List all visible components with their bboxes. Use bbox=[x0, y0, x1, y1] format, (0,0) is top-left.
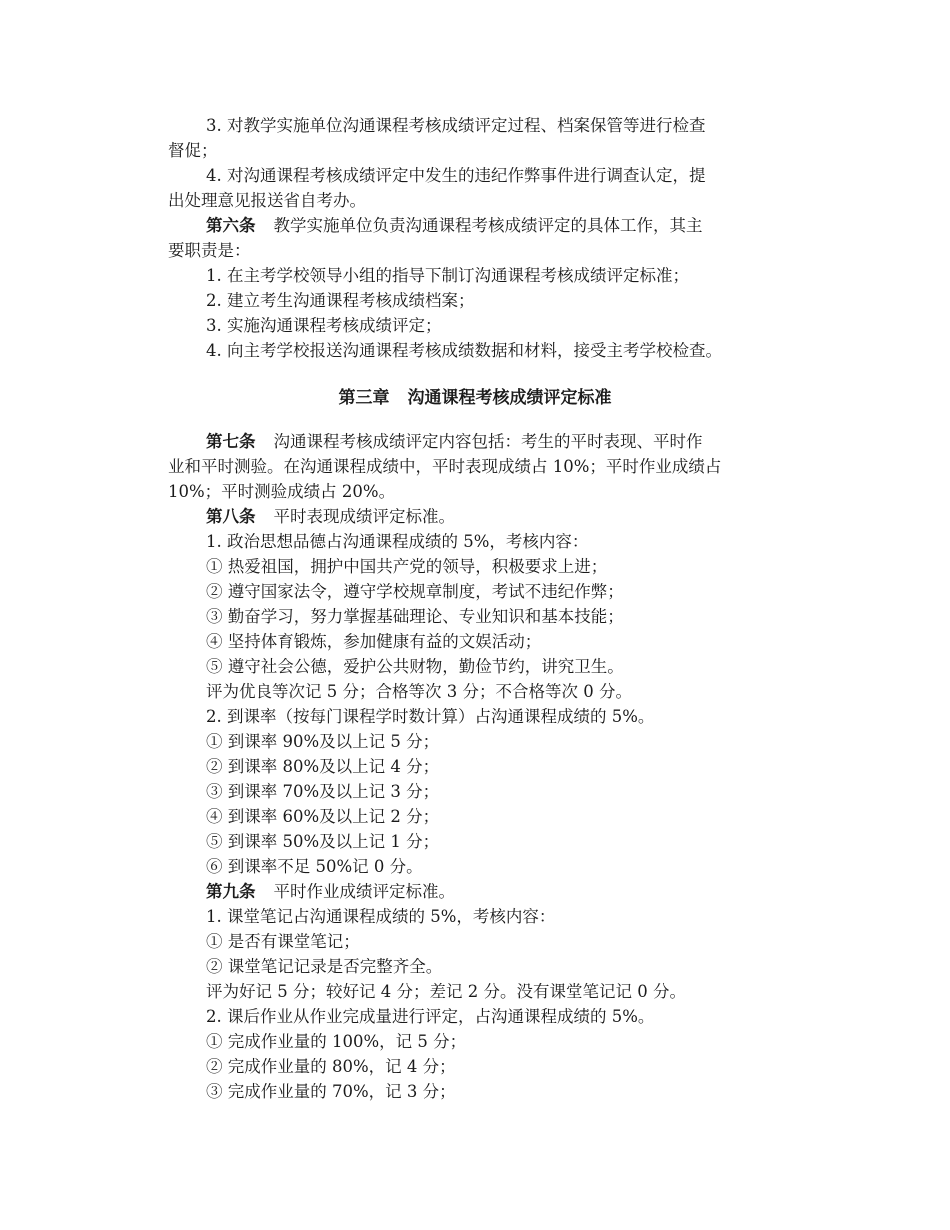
article-8 bbox=[206, 505, 455, 529]
paragraph-line: 3. 实施沟通课程考核成绩评定； bbox=[206, 316, 442, 335]
list-item: ③ 勤奋学习，努力掌握基础理论、专业知识和基本技能； bbox=[206, 607, 624, 626]
article-9 bbox=[206, 880, 455, 904]
article-7 bbox=[206, 430, 703, 454]
chapter-number: 第三章 bbox=[338, 388, 390, 408]
article-text: 沟通课程考核成绩评定内容包括：考生的平时表现、平时作 bbox=[273, 432, 703, 451]
article-text: 平时表现成绩评定标准。 bbox=[273, 507, 455, 526]
list-item: ⑤ 遵守社会公德，爱护公共财物，勤俭节约，讲究卫生。 bbox=[206, 657, 624, 676]
list-item: ① 到课率 90%及以上记 5 分； bbox=[206, 732, 440, 751]
paragraph-line: 2. 建立考生沟通课程考核成绩档案； bbox=[206, 291, 475, 310]
paragraph-line: 业和平时测验。在沟通课程成绩中，平时表现成绩占 10%；平时作业成绩占 bbox=[168, 457, 722, 476]
paragraph-line: 2. 到课率（按每门课程学时数计算）占沟通课程成绩的 5%。 bbox=[206, 707, 655, 726]
paragraph-line: 评为好记 5 分；较好记 4 分；差记 2 分。没有课堂笔记记 0 分。 bbox=[206, 982, 686, 1001]
list-item: ④ 到课率 60%及以上记 2 分； bbox=[206, 807, 440, 826]
article-label: 第七条 bbox=[206, 432, 256, 451]
list-item: ② 到课率 80%及以上记 4 分； bbox=[206, 757, 440, 776]
list-item: ① 热爱祖国，拥护中国共产党的领导，积极要求上进； bbox=[206, 557, 608, 576]
list-item: ① 完成作业量的 100%，记 5 分； bbox=[206, 1032, 467, 1051]
paragraph-line: 4. 向主考学校报送沟通课程考核成绩数据和材料，接受主考学校检查。 bbox=[206, 341, 722, 360]
list-item: ① 是否有课堂笔记； bbox=[206, 932, 360, 951]
paragraph-line: 3. 对教学实施单位沟通课程考核成绩评定过程、档案保管等进行检查 bbox=[206, 116, 706, 135]
paragraph-line: 1. 政治思想品德占沟通课程成绩的 5%，考核内容： bbox=[206, 532, 589, 551]
article-label: 第六条 bbox=[206, 216, 256, 235]
paragraph-line: 督促； bbox=[168, 141, 218, 160]
list-item: ② 完成作业量的 80%，记 4 分； bbox=[206, 1057, 456, 1076]
paragraph-line: 1. 课堂笔记占沟通课程成绩的 5%，考核内容： bbox=[206, 907, 556, 926]
article-label: 第八条 bbox=[206, 507, 256, 526]
paragraph-line: 1. 在主考学校领导小组的指导下制订沟通课程考核成绩评定标准； bbox=[206, 266, 689, 285]
list-item: ③ 到课率 70%及以上记 3 分； bbox=[206, 782, 440, 801]
paragraph-line: 4. 对沟通课程考核成绩评定中发生的违纪作弊事件进行调查认定，提 bbox=[206, 166, 706, 185]
article-text: 平时作业成绩评定标准。 bbox=[273, 882, 455, 901]
paragraph-line: 出处理意见报送省自考办。 bbox=[168, 191, 366, 210]
chapter-title: 沟通课程考核成绩评定标准 bbox=[407, 388, 612, 408]
paragraph-line: 评为优良等次记 5 分；合格等次 3 分；不合格等次 0 分。 bbox=[206, 682, 632, 701]
paragraph-line: 要职责是： bbox=[168, 241, 251, 260]
article-label: 第九条 bbox=[206, 882, 256, 901]
list-item: ⑤ 到课率 50%及以上记 1 分； bbox=[206, 832, 440, 851]
paragraph-line: 10%；平时测验成绩占 20%。 bbox=[168, 482, 396, 501]
list-item: ② 遵守国家法令，遵守学校规章制度，考试不违纪作弊； bbox=[206, 582, 624, 601]
chapter-heading bbox=[0, 386, 950, 410]
list-item: ② 课堂笔记记录是否完整齐全。 bbox=[206, 957, 443, 976]
list-item: ⑥ 到课率不足 50%记 0 分。 bbox=[206, 857, 423, 876]
paragraph-line: 2. 课后作业从作业完成量进行评定，占沟通课程成绩的 5%。 bbox=[206, 1007, 655, 1026]
list-item: ④ 坚持体育锻炼，参加健康有益的文娱活动； bbox=[206, 632, 542, 651]
article-text: 教学实施单位负责沟通课程考核成绩评定的具体工作，其主 bbox=[273, 216, 703, 235]
article-6 bbox=[206, 214, 703, 238]
list-item: ③ 完成作业量的 70%，记 3 分； bbox=[206, 1082, 456, 1101]
